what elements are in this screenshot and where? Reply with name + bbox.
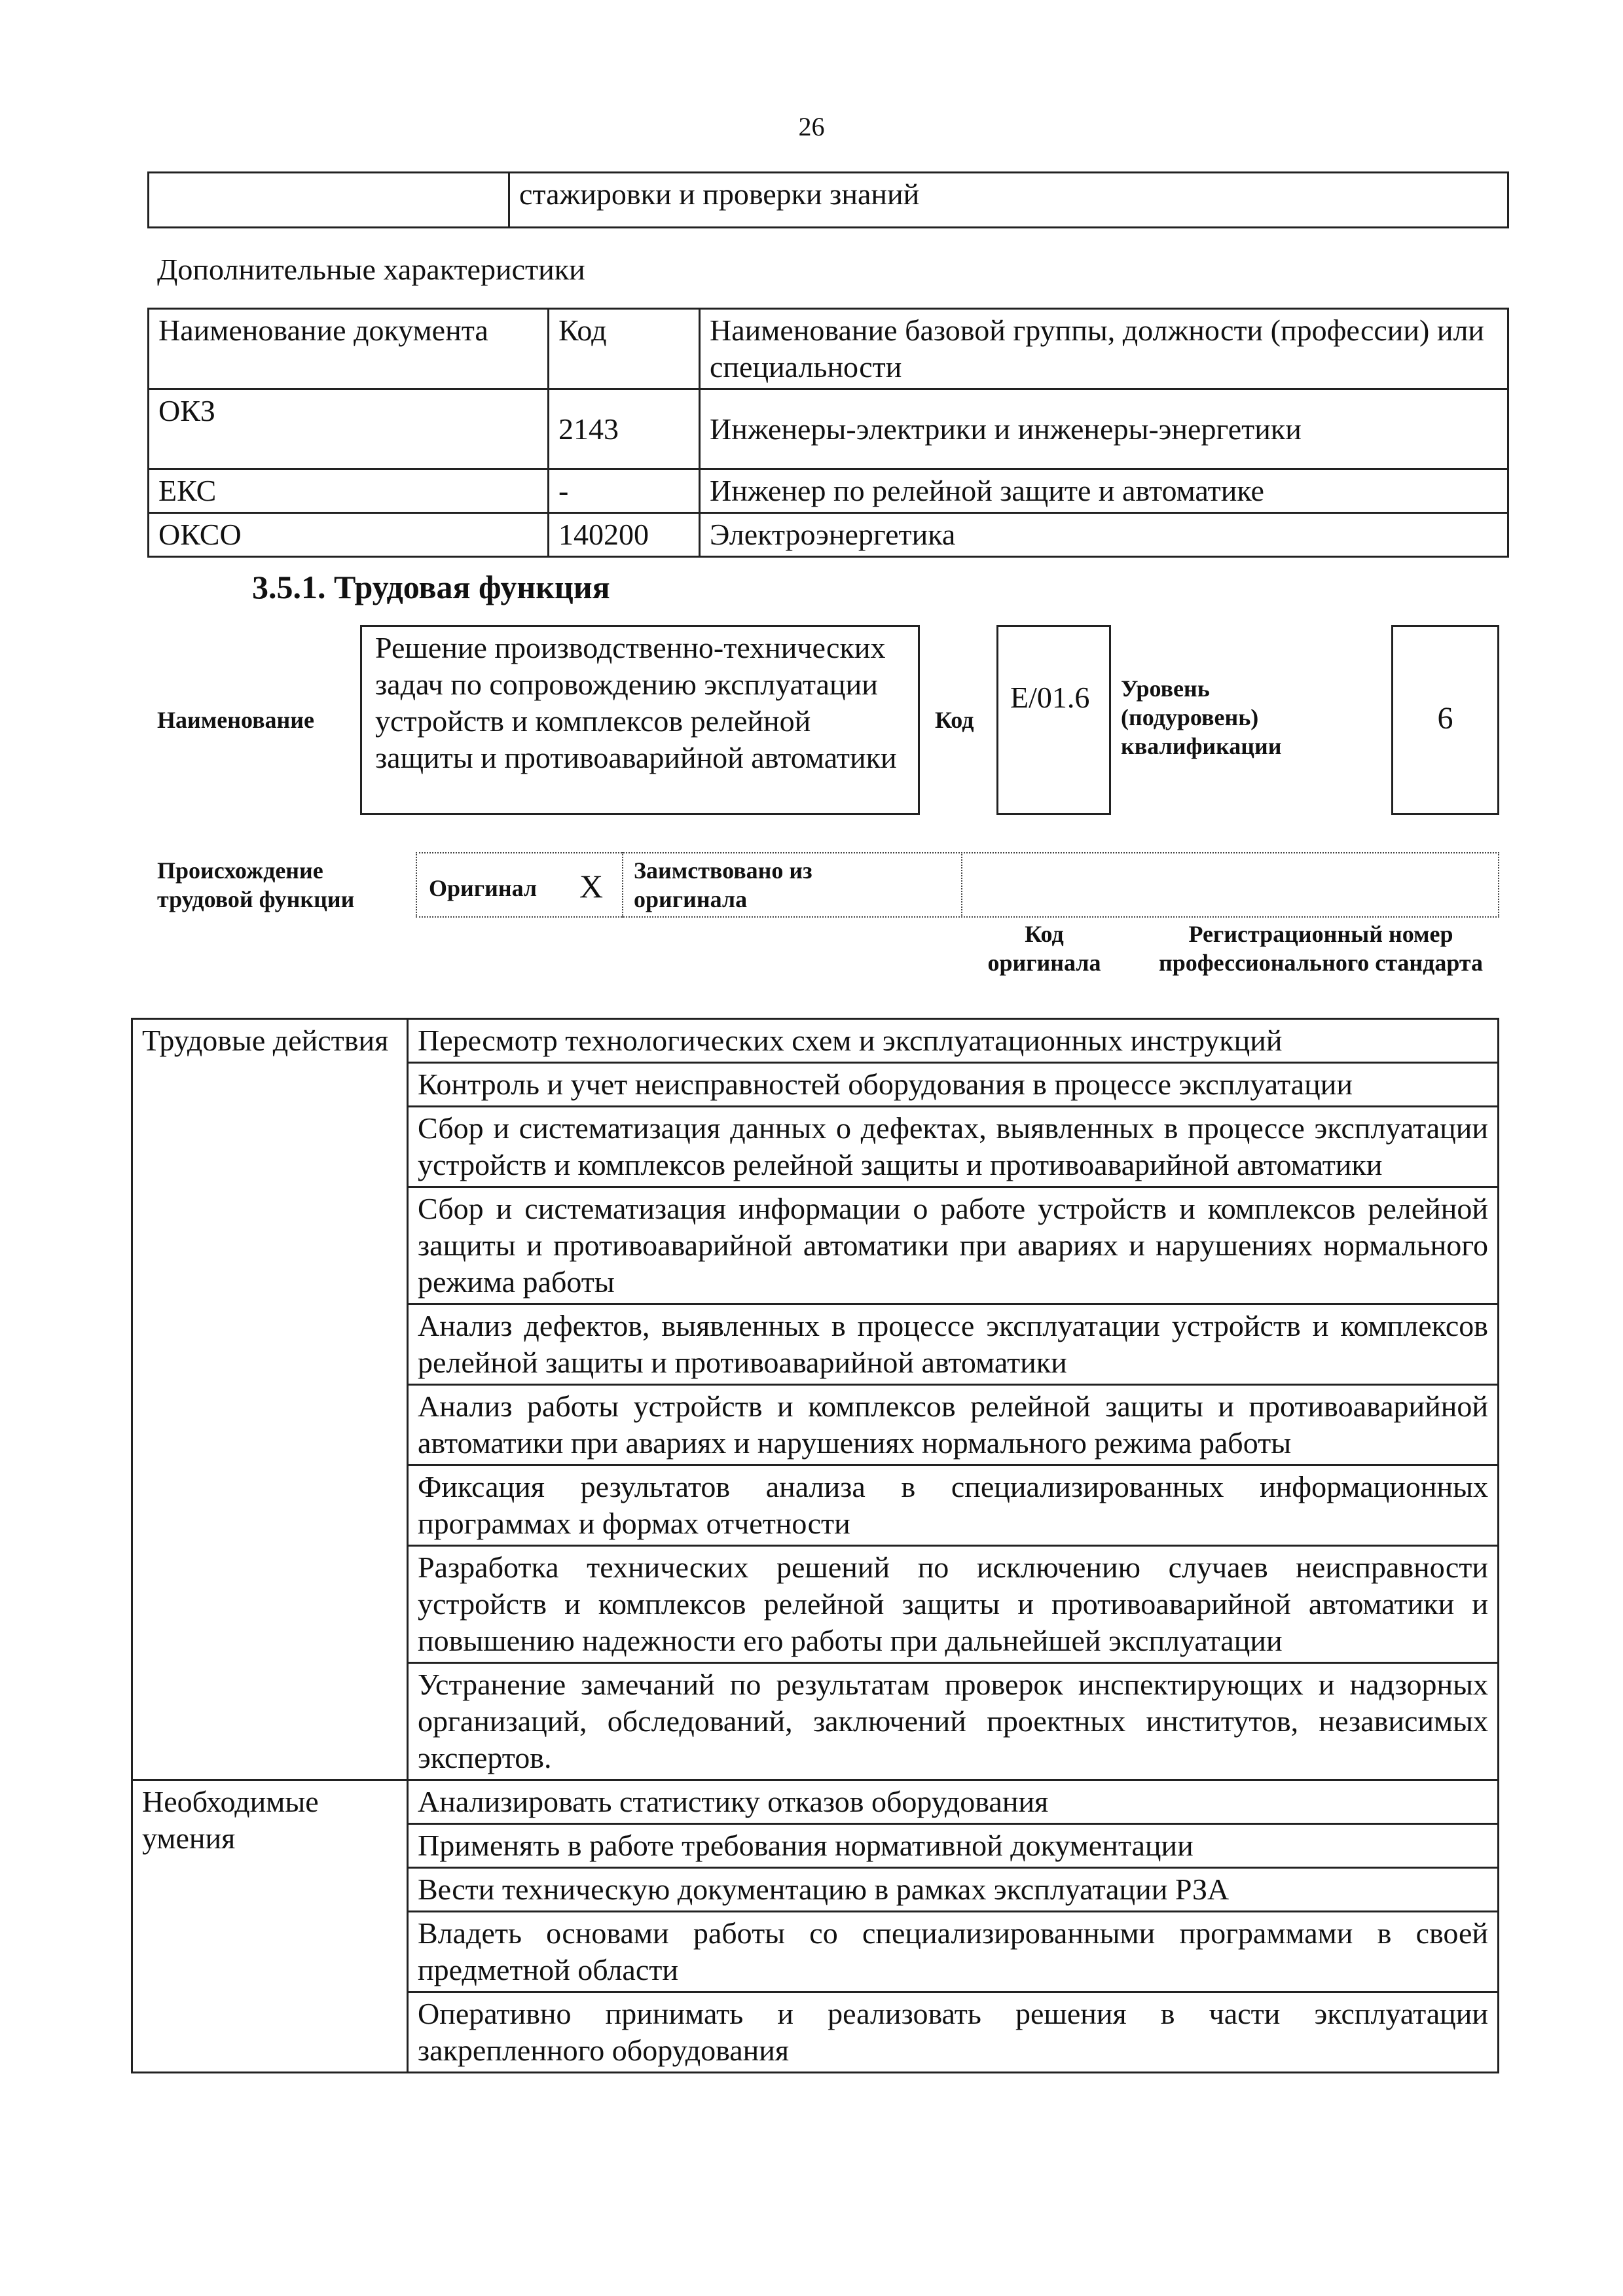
additional-row-doc: ОКЗ bbox=[149, 389, 549, 469]
origin-row bbox=[416, 852, 1499, 918]
skill-item: Вести техническую документацию в рамках эксплуатации РЗА bbox=[408, 1868, 1499, 1912]
labor-action-item: Анализ работы устройств и комплексов релейной защиты и противоаварийной автоматики при авариях и нарушениях нормального режима работы bbox=[408, 1385, 1499, 1465]
labor-action-item: Разработка технических решений по исключению случаев неисправности устройств и комплексов релейной защиты и противоаварийной автоматики и повышению надежности его работы при дальнейшей эксплуатации bbox=[408, 1546, 1499, 1663]
function-name-value: Решение производственно-технических задач по сопровождению эксплуатации устройств и комплексов релейной защиты и противоаварийной автоматики bbox=[375, 631, 897, 774]
labor-action-item: Анализ дефектов, выявленных в процессе эксплуатации устройств и комплексов релейной защиты и противоаварийной автоматики bbox=[408, 1304, 1499, 1385]
skill-item: Применять в работе требования нормативной документации bbox=[408, 1824, 1499, 1868]
additional-header-code: Код bbox=[549, 309, 700, 389]
origin-label: Происхождение трудовой функции bbox=[157, 857, 355, 912]
page-number: 26 bbox=[798, 112, 825, 141]
additional-row-name: Инженер по релейной защите и автоматике bbox=[700, 469, 1508, 513]
function-name-box bbox=[360, 625, 920, 815]
skills-label: Необходимые умения bbox=[132, 1780, 408, 2073]
function-code-label: Код bbox=[935, 707, 974, 733]
function-level-label: Уровень (подуровень) квалификации bbox=[1121, 675, 1282, 759]
skill-item: Оперативно принимать и реализовать решения в части эксплуатации закрепленного оборудования bbox=[408, 1992, 1499, 2073]
additional-row-doc: ОКСО bbox=[149, 513, 549, 557]
origin-reg-number-label: Регистрационный номер профессионального стандарта bbox=[1159, 921, 1483, 976]
origin-original-mark: X bbox=[579, 868, 604, 905]
top-table bbox=[147, 171, 1509, 228]
additional-row-name: Инженеры-электрики и инженеры-энергетики bbox=[700, 389, 1508, 469]
function-code-value: E/01.6 bbox=[1010, 681, 1090, 714]
function-name-label: Наименование bbox=[157, 707, 314, 733]
additional-row-name: Электроэнергетика bbox=[700, 513, 1508, 557]
origin-code-original-label: Код оригинала bbox=[987, 921, 1101, 976]
origin-divider-2 bbox=[961, 852, 962, 918]
function-code-box bbox=[996, 625, 1111, 815]
additional-row-code: 140200 bbox=[549, 513, 700, 557]
function-level-box bbox=[1391, 625, 1499, 815]
labor-action-item: Пересмотр технологических схем и эксплуатационных инструкций bbox=[408, 1019, 1499, 1063]
labor-action-item: Фиксация результатов анализа в специализированных информационных программах и формах отчетности bbox=[408, 1465, 1499, 1546]
additional-title: Дополнительные характеристики bbox=[157, 253, 585, 286]
origin-original-label: Оригинал bbox=[429, 875, 538, 901]
additional-row-code: - bbox=[549, 469, 700, 513]
origin-divider-1 bbox=[622, 852, 623, 918]
additional-header-name: Наименование базовой группы, должности (профессии) или специальности bbox=[700, 309, 1508, 389]
additional-row-doc: ЕКС bbox=[149, 469, 549, 513]
top-table-right-cell: стажировки и проверки знаний bbox=[509, 173, 1508, 228]
function-heading: 3.5.1. Трудовая функция bbox=[252, 569, 610, 605]
top-table-left-cell bbox=[149, 173, 509, 228]
labor-actions-label: Трудовые действия bbox=[132, 1019, 408, 1780]
origin-borrowed-label: Заимствовано из оригинала bbox=[634, 857, 812, 912]
additional-table bbox=[147, 308, 1509, 558]
skill-item: Анализировать статистику отказов оборудования bbox=[408, 1780, 1499, 1824]
labor-action-item: Контроль и учет неисправностей оборудования в процессе эксплуатации bbox=[408, 1063, 1499, 1107]
labor-action-item: Устранение замечаний по результатам проверок инспектирующих и надзорных организаций, обследований, заключений проектных институтов, независимых экспертов. bbox=[408, 1663, 1499, 1780]
function-level-value: 6 bbox=[1437, 701, 1453, 736]
labor-action-item: Сбор и систематизация данных о дефектах, выявленных в процессе эксплуатации устройств и комплексов релейной защиты и противоаварийной автоматики bbox=[408, 1107, 1499, 1187]
labor-action-item: Сбор и систематизация информации о работе устройств и комплексов релейной защиты и противоаварийной автоматики при авариях и нарушениях нормального режима работы bbox=[408, 1187, 1499, 1304]
additional-header-doc: Наименование документа bbox=[149, 309, 549, 389]
additional-row-code: 2143 bbox=[549, 389, 700, 469]
main-table bbox=[131, 1018, 1499, 2073]
skill-item: Владеть основами работы со специализированными программами в своей предметной области bbox=[408, 1912, 1499, 1992]
